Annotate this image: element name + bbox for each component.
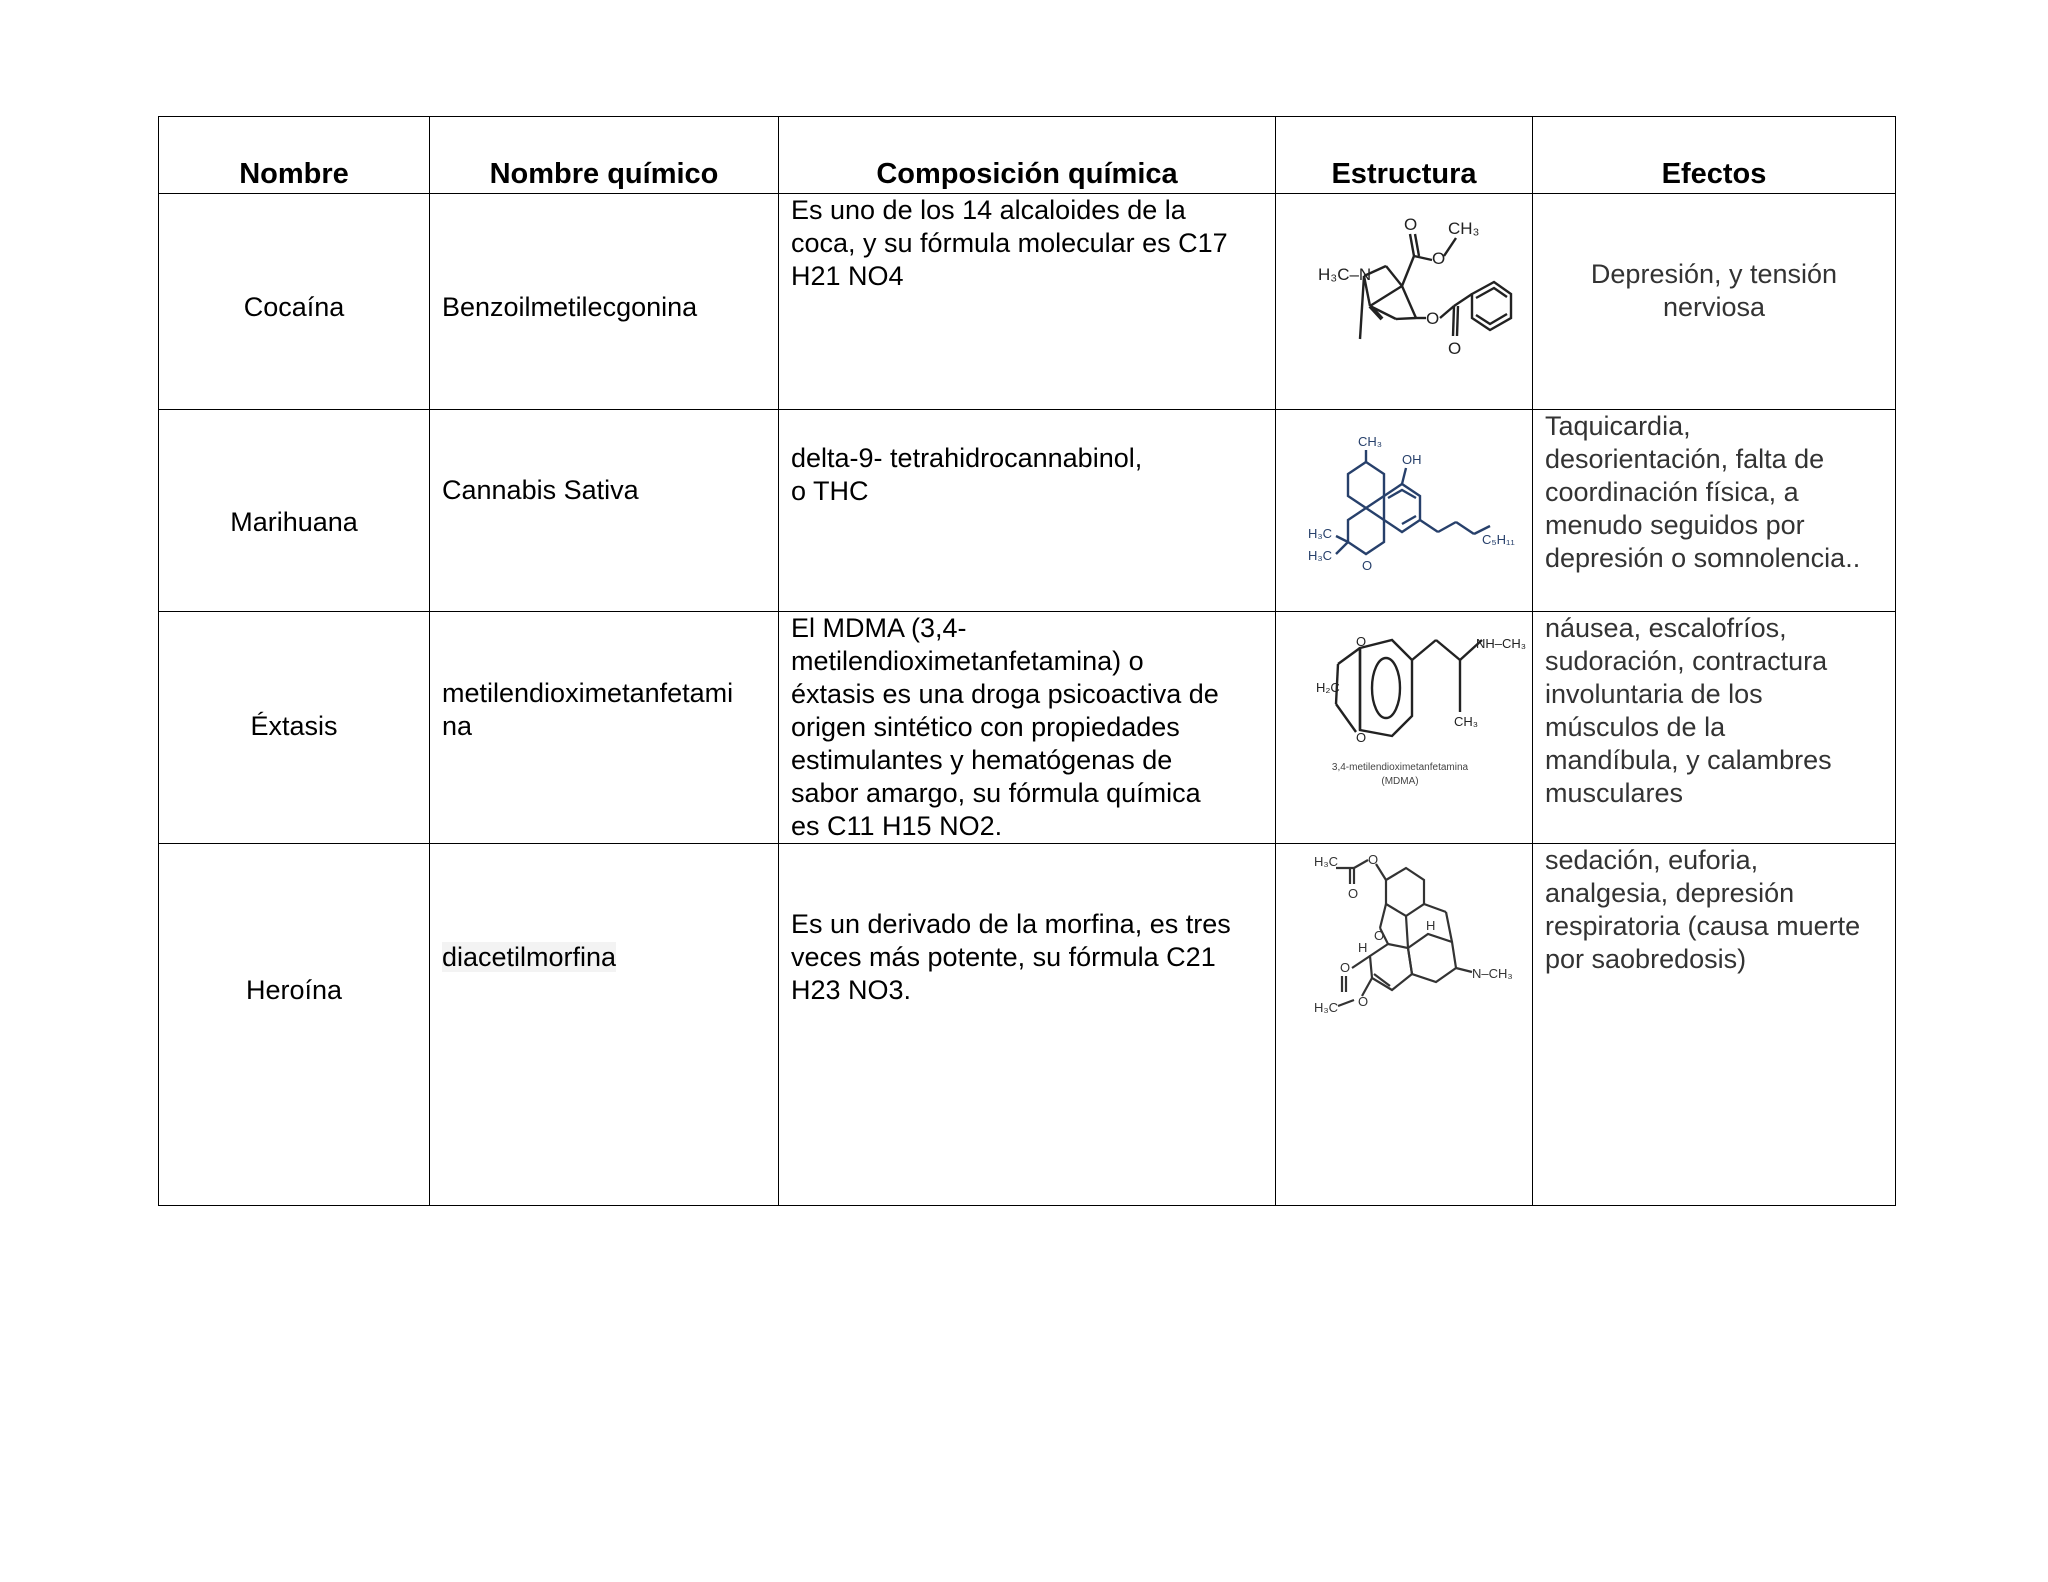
drugs-table (158, 116, 1896, 1206)
table-row (159, 612, 1896, 844)
header-composicion-quimica: Composición química (779, 117, 1276, 194)
cell-nombre (159, 612, 430, 844)
cell-efectos (1533, 844, 1896, 1206)
cell-nombre-quimico (430, 844, 779, 1206)
heroin-label-n-ch3: N–CH₃ (1472, 966, 1513, 981)
table-header-row (159, 117, 1896, 194)
cocaine-label-o3: O (1426, 309, 1440, 328)
thc-label-oh: OH (1402, 452, 1422, 467)
heroin-label-h3c-top: H₃C (1314, 854, 1339, 869)
composition-text: Es un derivado de la morfina, es tres veces más potente, su fórmula C21 H23 NO3. (791, 909, 1231, 1005)
cocaine-label-o4: O (1448, 339, 1462, 358)
mdma-structure-icon (1276, 612, 1533, 843)
cocaine-label-o1: O (1404, 215, 1418, 234)
cell-composicion (779, 612, 1276, 844)
thc-label-h3c-a: H₃C (1308, 526, 1333, 541)
row-name-extasis: Éxtasis (250, 711, 338, 741)
mdma-label-ch3: CH₃ (1454, 714, 1479, 729)
cell-composicion (779, 194, 1276, 410)
row-name-heroina: Heroína (245, 975, 343, 1005)
thc-structure-icon (1276, 410, 1533, 611)
header-efectos: Efectos (1533, 117, 1896, 194)
composition-text: El MDMA (3,4- metilendioximetanfetamina) o éxtasis es una droga psicoactiva de origen sintético con propiedades estimulantes y hematógenas de sabor amargo, su fórmula química es C11 H15 NO2. (791, 613, 1219, 841)
heroin-label-o-top: O (1368, 852, 1379, 867)
thc-label-h3c-b: H₃C (1308, 548, 1333, 563)
effects-text: náusea, escalofríos, sudoración, contractura involuntaria de los músculos de la mandíbula, y calambres musculares (1545, 613, 1832, 808)
effects-text: sedación, euforia, analgesia, depresión respiratoria (causa muerte por saobredosis) (1545, 845, 1861, 974)
cell-nombre (159, 194, 430, 410)
heroin-label-h3c-bottom: H₃C (1314, 1000, 1339, 1015)
cocaine-label-ch3: CH₃ (1448, 219, 1480, 238)
cell-nombre (159, 844, 430, 1206)
thc-label-o: O (1362, 558, 1373, 573)
cell-estructura (1276, 844, 1533, 1206)
mdma-label-o-top: O (1356, 634, 1367, 649)
header-estructura: Estructura (1276, 117, 1533, 194)
cell-efectos (1533, 612, 1896, 844)
header-nombre: Nombre (159, 117, 430, 194)
composition-text: Es uno de los 14 alcaloides de la coca, y su fórmula molecular es C17 H21 NO4 (791, 195, 1228, 291)
cell-efectos (1533, 410, 1896, 612)
cell-nombre-quimico (430, 410, 779, 612)
table-row (159, 410, 1896, 612)
cell-composicion (779, 844, 1276, 1206)
heroin-structure-icon (1276, 844, 1533, 1205)
header-nombre-quimico: Nombre químico (430, 117, 779, 194)
chemical-name: Cannabis Sativa (442, 475, 639, 505)
cell-estructura (1276, 194, 1533, 410)
mdma-label-nh: NH–CH₃ (1476, 636, 1527, 651)
cell-composicion (779, 410, 1276, 612)
heroin-label-o-ring: O (1374, 928, 1385, 943)
chemical-name: metilendioximetanfetami na (442, 678, 734, 741)
effects-text: Taquicardia, desorientación, falta de coordinación física, a menudo seguidos por depresión o somnolencia.. (1545, 411, 1861, 573)
heroin-label-o-bottom: O (1358, 994, 1369, 1009)
cell-nombre-quimico (430, 194, 779, 410)
heroin-label-h: H (1426, 918, 1436, 933)
thc-label-ch3: CH₃ (1358, 434, 1383, 449)
mdma-caption-2: (MDMA) (1381, 776, 1419, 787)
chemical-name (430, 844, 778, 974)
cocaine-label-n: H₃C–N (1318, 265, 1372, 284)
effects-text: Depresión, y tensión nerviosa (1590, 259, 1838, 322)
mdma-caption-1: 3,4-metilendioximetanfetamina (1331, 762, 1469, 773)
thc-label-pentyl: C₅H₁₁ (1482, 532, 1515, 547)
mdma-label-o-bottom: O (1356, 730, 1367, 745)
cell-estructura (1276, 410, 1533, 612)
cell-nombre (159, 410, 430, 612)
cell-nombre-quimico (430, 612, 779, 844)
heroin-label-o-carbonyl-bottom: O (1340, 960, 1351, 975)
heroin-label-o-carbonyl-top: O (1348, 886, 1359, 901)
composition-text: delta-9- tetrahidrocannabinol, o THC (791, 443, 1143, 506)
chemical-name-highlight: diacetilmorfina (442, 942, 617, 972)
heroin-label-h-left: H (1358, 940, 1368, 955)
row-name-cocaina: Cocaína (243, 292, 345, 322)
row-name-marihuana: Marihuana (230, 507, 358, 537)
cell-efectos (1533, 194, 1896, 410)
chemical-name: Benzoilmetilecgonina (442, 292, 698, 322)
mdma-label-h2c: H₂C (1316, 680, 1340, 695)
cocaine-structure-icon (1276, 194, 1533, 409)
table-row (159, 844, 1896, 1206)
cell-estructura (1276, 612, 1533, 844)
cocaine-label-o2: O (1432, 249, 1446, 268)
table-row (159, 194, 1896, 410)
